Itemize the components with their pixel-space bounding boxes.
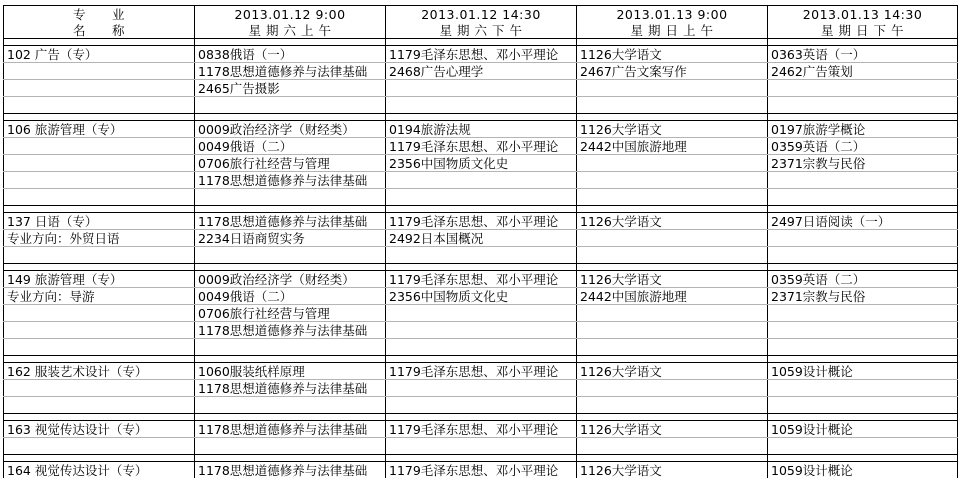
course-session-1: 2465广告摄影 xyxy=(195,80,386,97)
empty-cell xyxy=(577,189,768,206)
empty-cell xyxy=(577,230,768,247)
empty-cell xyxy=(577,80,768,97)
empty-cell xyxy=(195,438,386,455)
course-session-4: 1059设计概论 xyxy=(768,421,958,438)
empty-cell xyxy=(768,380,958,397)
empty-cell xyxy=(768,438,958,455)
group-separator xyxy=(4,114,958,121)
course-session-2: 2356中国物质文化史 xyxy=(386,288,577,305)
header-row-days xyxy=(4,22,958,39)
empty-cell xyxy=(768,230,958,247)
empty-cell xyxy=(386,380,577,397)
course-session-3: 2467广告文案写作 xyxy=(577,63,768,80)
table-row xyxy=(4,339,958,356)
group-separator xyxy=(4,39,958,46)
group-separator xyxy=(4,356,958,363)
empty-cell xyxy=(577,97,768,114)
empty-cell xyxy=(4,63,195,80)
course-session-3: 1126大学语文 xyxy=(577,121,768,138)
course-session-2: 2492日本国概况 xyxy=(386,230,577,247)
empty-cell xyxy=(4,189,195,206)
separator-cell xyxy=(768,206,958,213)
empty-cell xyxy=(4,80,195,97)
separator-cell xyxy=(4,356,195,363)
separator-cell xyxy=(768,414,958,421)
separator-cell xyxy=(768,114,958,121)
separator-cell xyxy=(577,39,768,46)
empty-cell xyxy=(577,322,768,339)
empty-cell xyxy=(386,397,577,414)
group-separator xyxy=(4,206,958,213)
group-separator xyxy=(4,455,958,462)
empty-cell xyxy=(386,189,577,206)
header-session-3-day: 星 期 日 上 午 xyxy=(577,22,768,39)
exam-schedule-sheet xyxy=(3,5,957,478)
separator-cell xyxy=(195,264,386,271)
empty-cell xyxy=(4,172,195,189)
header-session-2-day: 星 期 六 下 午 xyxy=(386,22,577,39)
course-session-2: 2468广告心理学 xyxy=(386,63,577,80)
course-session-3: 1126大学语文 xyxy=(577,421,768,438)
empty-cell xyxy=(195,397,386,414)
empty-cell xyxy=(4,247,195,264)
separator-cell xyxy=(195,39,386,46)
table-row xyxy=(4,172,958,189)
separator-cell xyxy=(577,114,768,121)
table-row xyxy=(4,155,958,172)
separator-cell xyxy=(4,455,195,462)
separator-cell xyxy=(195,114,386,121)
table-row xyxy=(4,247,958,264)
empty-cell xyxy=(4,305,195,322)
course-session-1: 0706旅行社经营与管理 xyxy=(195,305,386,322)
course-session-3: 1126大学语文 xyxy=(577,363,768,380)
major-name: 137 日语（专） xyxy=(4,213,195,230)
empty-cell xyxy=(768,189,958,206)
header-row-dates xyxy=(4,6,958,23)
empty-cell xyxy=(4,380,195,397)
course-session-4: 2462广告策划 xyxy=(768,63,958,80)
major-direction: 专业方向：导游 xyxy=(4,288,195,305)
course-session-4: 1059设计概论 xyxy=(768,462,958,478)
empty-cell xyxy=(768,339,958,356)
major-name: 106 旅游管理（专） xyxy=(4,121,195,138)
empty-cell xyxy=(768,322,958,339)
separator-cell xyxy=(768,455,958,462)
empty-cell xyxy=(4,438,195,455)
course-session-1: 0838俄语（一） xyxy=(195,46,386,63)
empty-cell xyxy=(386,305,577,322)
group-separator xyxy=(4,264,958,271)
header-session-3-date: 2013.01.13 9:00 xyxy=(577,6,768,23)
empty-cell xyxy=(386,247,577,264)
separator-cell xyxy=(4,264,195,271)
table-row xyxy=(4,80,958,97)
separator-cell xyxy=(768,356,958,363)
table-row xyxy=(4,213,958,230)
header-major: 专 业 xyxy=(4,6,195,23)
separator-cell xyxy=(195,356,386,363)
table-row xyxy=(4,121,958,138)
course-session-2: 1179毛泽东思想、邓小平理论 xyxy=(386,462,577,478)
table-row xyxy=(4,462,958,478)
major-name: 164 视觉传达设计（专） xyxy=(4,462,195,478)
separator-cell xyxy=(195,206,386,213)
table-row xyxy=(4,189,958,206)
table-row xyxy=(4,305,958,322)
course-session-2: 1179毛泽东思想、邓小平理论 xyxy=(386,271,577,288)
course-session-3: 2442中国旅游地理 xyxy=(577,138,768,155)
empty-cell xyxy=(195,247,386,264)
course-session-1: 0009政治经济学（财经类） xyxy=(195,271,386,288)
table-row xyxy=(4,97,958,114)
separator-cell xyxy=(577,264,768,271)
empty-cell xyxy=(577,172,768,189)
major-name: 102 广告（专） xyxy=(4,46,195,63)
empty-cell xyxy=(386,339,577,356)
separator-cell xyxy=(386,264,577,271)
separator-cell xyxy=(386,414,577,421)
table-row xyxy=(4,397,958,414)
table-row xyxy=(4,322,958,339)
table-row xyxy=(4,380,958,397)
separator-cell xyxy=(577,356,768,363)
course-session-1: 1178思想道德修养与法律基础 xyxy=(195,421,386,438)
empty-cell xyxy=(386,172,577,189)
course-session-1: 2234日语商贸实务 xyxy=(195,230,386,247)
empty-cell xyxy=(768,97,958,114)
course-session-4: 2497日语阅读（一） xyxy=(768,213,958,230)
group-separator xyxy=(4,414,958,421)
empty-cell xyxy=(386,97,577,114)
course-session-1: 0009政治经济学（财经类） xyxy=(195,121,386,138)
separator-cell xyxy=(4,206,195,213)
header-name: 名 称 xyxy=(4,22,195,39)
course-session-1: 0049俄语（二） xyxy=(195,288,386,305)
course-session-4: 0363英语（一） xyxy=(768,46,958,63)
table-row xyxy=(4,46,958,63)
major-name: 162 服装艺术设计（专） xyxy=(4,363,195,380)
course-session-2: 1179毛泽东思想、邓小平理论 xyxy=(386,46,577,63)
empty-cell xyxy=(768,397,958,414)
course-session-3: 2442中国旅游地理 xyxy=(577,288,768,305)
major-direction: 专业方向：外贸日语 xyxy=(4,230,195,247)
course-session-1: 1178思想道德修养与法律基础 xyxy=(195,213,386,230)
course-session-1: 1178思想道德修养与法律基础 xyxy=(195,380,386,397)
course-session-1: 1178思想道德修养与法律基础 xyxy=(195,63,386,80)
table-row xyxy=(4,363,958,380)
separator-cell xyxy=(195,414,386,421)
header-session-1-day: 星 期 六 上 午 xyxy=(195,22,386,39)
table-row xyxy=(4,271,958,288)
table-row xyxy=(4,421,958,438)
course-session-3: 1126大学语文 xyxy=(577,213,768,230)
table-row xyxy=(4,63,958,80)
separator-cell xyxy=(768,264,958,271)
empty-cell xyxy=(768,172,958,189)
table-row xyxy=(4,288,958,305)
empty-cell xyxy=(4,397,195,414)
course-session-3: 1126大学语文 xyxy=(577,462,768,478)
course-session-2: 1179毛泽东思想、邓小平理论 xyxy=(386,421,577,438)
table-row xyxy=(4,438,958,455)
empty-cell xyxy=(4,339,195,356)
course-session-2: 2356中国物质文化史 xyxy=(386,155,577,172)
schedule-body xyxy=(4,39,958,478)
course-session-3: 1126大学语文 xyxy=(577,46,768,63)
empty-cell xyxy=(4,97,195,114)
header-session-2-date: 2013.01.12 14:30 xyxy=(386,6,577,23)
empty-cell xyxy=(195,97,386,114)
empty-cell xyxy=(577,339,768,356)
separator-cell xyxy=(4,414,195,421)
empty-cell xyxy=(577,155,768,172)
empty-cell xyxy=(768,80,958,97)
empty-cell xyxy=(577,247,768,264)
header-session-4-day: 星 期 日 下 午 xyxy=(768,22,958,39)
separator-cell xyxy=(577,206,768,213)
course-session-2: 0194旅游法规 xyxy=(386,121,577,138)
course-session-2: 1179毛泽东思想、邓小平理论 xyxy=(386,138,577,155)
course-session-3: 1126大学语文 xyxy=(577,271,768,288)
separator-cell xyxy=(386,356,577,363)
empty-cell xyxy=(768,247,958,264)
course-session-1: 1060服装纸样原理 xyxy=(195,363,386,380)
course-session-4: 2371宗教与民俗 xyxy=(768,288,958,305)
separator-cell xyxy=(4,39,195,46)
major-name: 163 视觉传达设计（专） xyxy=(4,421,195,438)
course-session-2: 1179毛泽东思想、邓小平理论 xyxy=(386,213,577,230)
header-session-1-date: 2013.01.12 9:00 xyxy=(195,6,386,23)
empty-cell xyxy=(195,189,386,206)
header-session-4-date: 2013.01.13 14:30 xyxy=(768,6,958,23)
empty-cell xyxy=(768,305,958,322)
empty-cell xyxy=(577,305,768,322)
empty-cell xyxy=(195,339,386,356)
empty-cell xyxy=(577,380,768,397)
course-session-2: 1179毛泽东思想、邓小平理论 xyxy=(386,363,577,380)
empty-cell xyxy=(386,322,577,339)
separator-cell xyxy=(195,455,386,462)
course-session-4: 2371宗教与民俗 xyxy=(768,155,958,172)
separator-cell xyxy=(4,114,195,121)
course-session-4: 0359英语（二） xyxy=(768,138,958,155)
empty-cell xyxy=(4,322,195,339)
separator-cell xyxy=(768,39,958,46)
course-session-1: 1178思想道德修养与法律基础 xyxy=(195,322,386,339)
separator-cell xyxy=(386,206,577,213)
empty-cell xyxy=(577,438,768,455)
separator-cell xyxy=(577,414,768,421)
separator-cell xyxy=(386,455,577,462)
empty-cell xyxy=(4,138,195,155)
separator-cell xyxy=(577,455,768,462)
course-session-4: 1059设计概论 xyxy=(768,363,958,380)
course-session-4: 0359英语（二） xyxy=(768,271,958,288)
empty-cell xyxy=(4,155,195,172)
table-row xyxy=(4,138,958,155)
major-name: 149 旅游管理（专） xyxy=(4,271,195,288)
course-session-4: 0197旅游学概论 xyxy=(768,121,958,138)
separator-cell xyxy=(386,114,577,121)
course-session-1: 0049俄语（二） xyxy=(195,138,386,155)
course-session-1: 1178思想道德修养与法律基础 xyxy=(195,462,386,478)
empty-cell xyxy=(386,438,577,455)
empty-cell xyxy=(577,397,768,414)
course-session-1: 1178思想道德修养与法律基础 xyxy=(195,172,386,189)
course-session-1: 0706旅行社经营与管理 xyxy=(195,155,386,172)
separator-cell xyxy=(386,39,577,46)
table-row xyxy=(4,230,958,247)
exam-schedule-table xyxy=(3,5,958,478)
empty-cell xyxy=(386,80,577,97)
